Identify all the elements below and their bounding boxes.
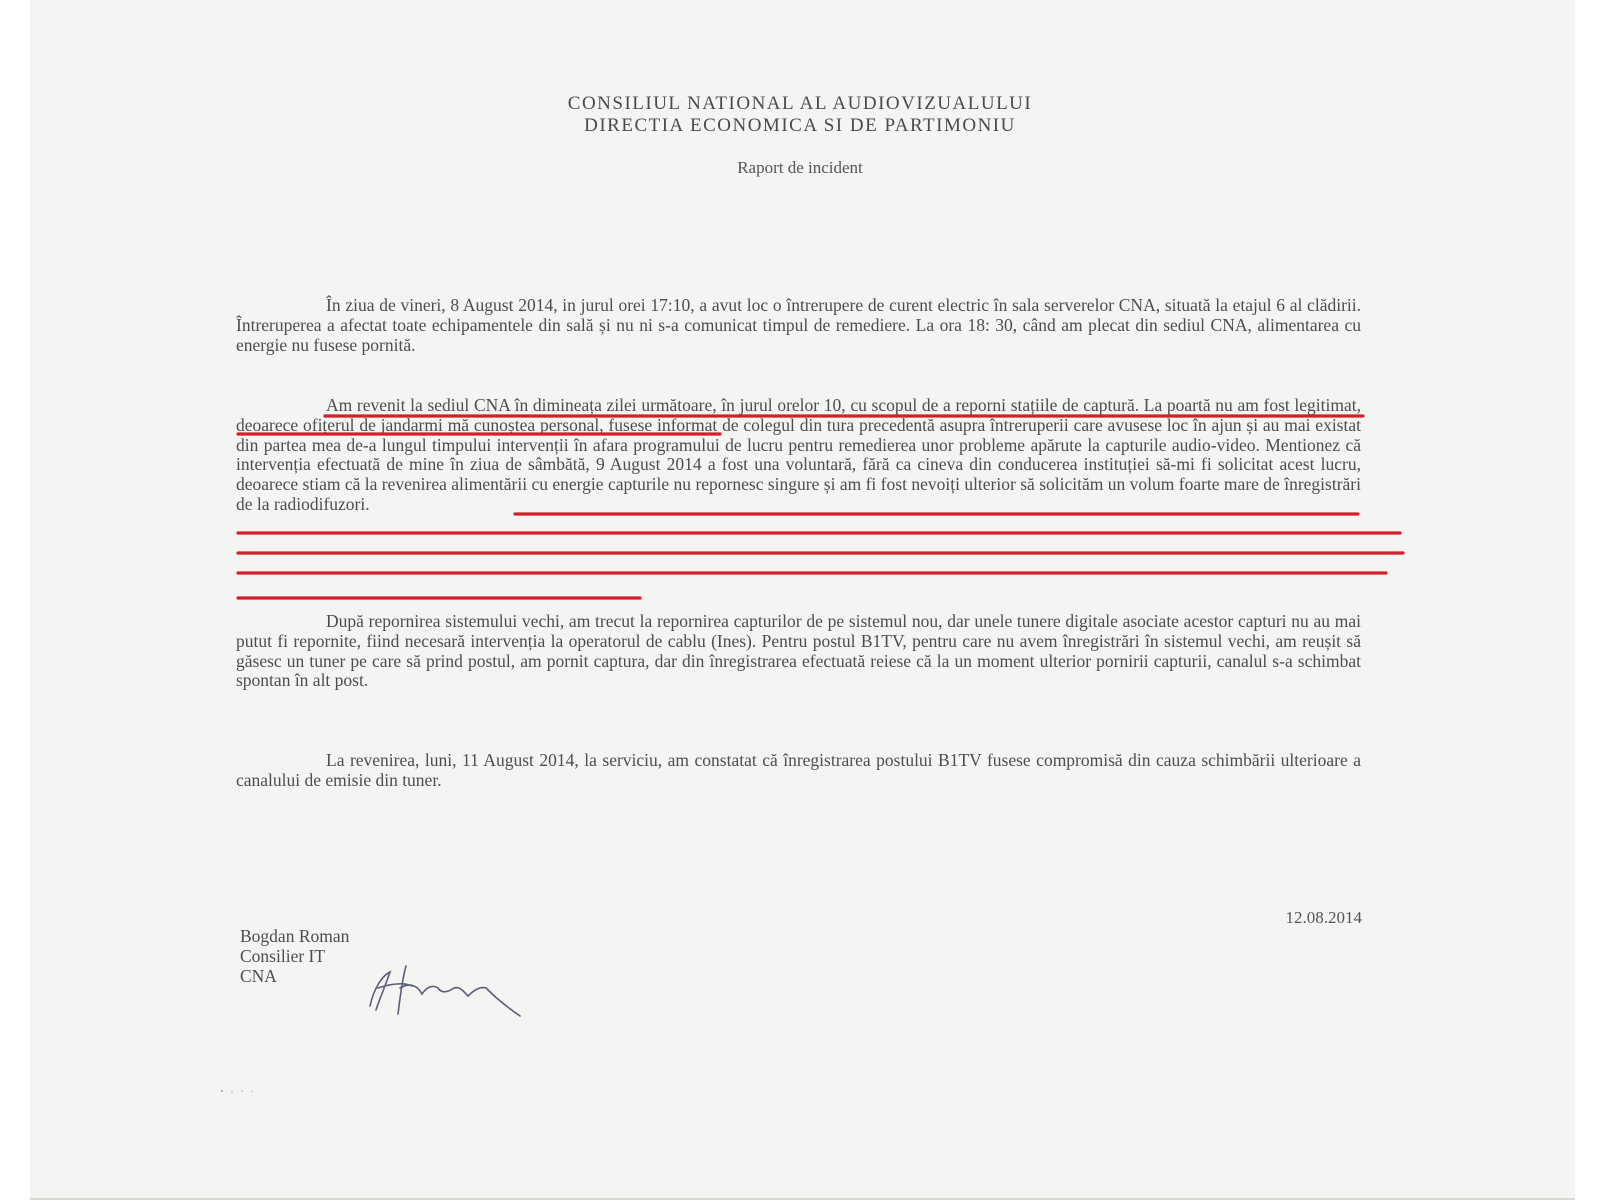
paragraph-4: La revenirea, luni, 11 August 2014, la serviciu, am constatat că înregistrarea postului B1TV fusese compromisă din cauza schimbării ulterioare a canalului de emisie din tuner. — [236, 750, 1361, 790]
document-subtitle: Raport de incident — [737, 158, 863, 177]
document-header — [300, 93, 1300, 137]
scan-right-margin — [1575, 0, 1600, 1200]
signature-block — [240, 926, 349, 986]
header-institution: CONSILIUL NATIONAL AL AUDIOVIZUALULUI — [567, 93, 1033, 114]
header-directorate: DIRECTIA ECONOMICA SI DE PARTIMONIU — [584, 115, 1016, 136]
paragraph-3: După repornirea sistemului vechi, am trecut la repornirea capturilor de pe sistemul nou, dar unele tunere digitale asociate acestor capturi nu au mai putut fi repornite, fiind necesară intervenția la operatorul de cablu (Ines). Pentru postul B1TV, pentru care nu avem înregistrări în sistemul vechi, am reușit să găsesc un tuner pe care să prind postul, am pornit captura, dar din înregistrarea efectuată reiese că la un moment ulterior pornirii capturii, canalul s-a schimbat spontan în alt post. — [236, 611, 1361, 691]
paragraph-1: În ziua de vineri, 8 August 2014, in jurul orei 17:10, a avut loc o întrerupere de curent electric în sala serverelor CNA, situată la etajul 6 al clădirii. Întreruperea a afectat toate echipamentele din sală și nu ni s-a comunicat timpul de remediere. La ora 18: 30, când am plecat din sediul CNA, alimentarea cu energie nu fusese pornită. — [236, 295, 1361, 355]
handwritten-signature — [360, 958, 540, 1018]
paragraph-2: Am revenit la sediul CNA în dimineața zilei următoare, în jurul orelor 10, cu scopul de a reporni stațiile de captură. La poartă nu am fost legitimat, deoarece ofițerul de jandarmi mă cunoștea personal, fusese informat de colegul din tura precedentă asupra întreruperii care avusese loc în ajun și au mai existat din partea mea de-a lungul timpului intervenții în afara programului de lucru pentru remedierea unor probleme apărute la capturile audio-video. Mentionez că intervenția efectuată de mine în ziua de sâmbătă, 9 August 2014 a fost una voluntară, fără ca cineva din conducerea instituției să-mi fi solicitat acest lucru, deoarece stiam că la revenirea alimentării cu energie capturile nu repornesc singure și am fi fost nevoiți ulterior să solicităm un volum foarte mare de înregistrări de la radiodifuzori. — [236, 395, 1361, 514]
scan-speck — [218, 1088, 268, 1094]
signer-role: Consilier IT — [240, 946, 326, 966]
document-date: 12.08.2014 — [1285, 908, 1362, 927]
document-page — [30, 0, 1575, 1200]
signer-name: Bogdan Roman — [240, 926, 350, 946]
signer-org: CNA — [240, 966, 277, 986]
